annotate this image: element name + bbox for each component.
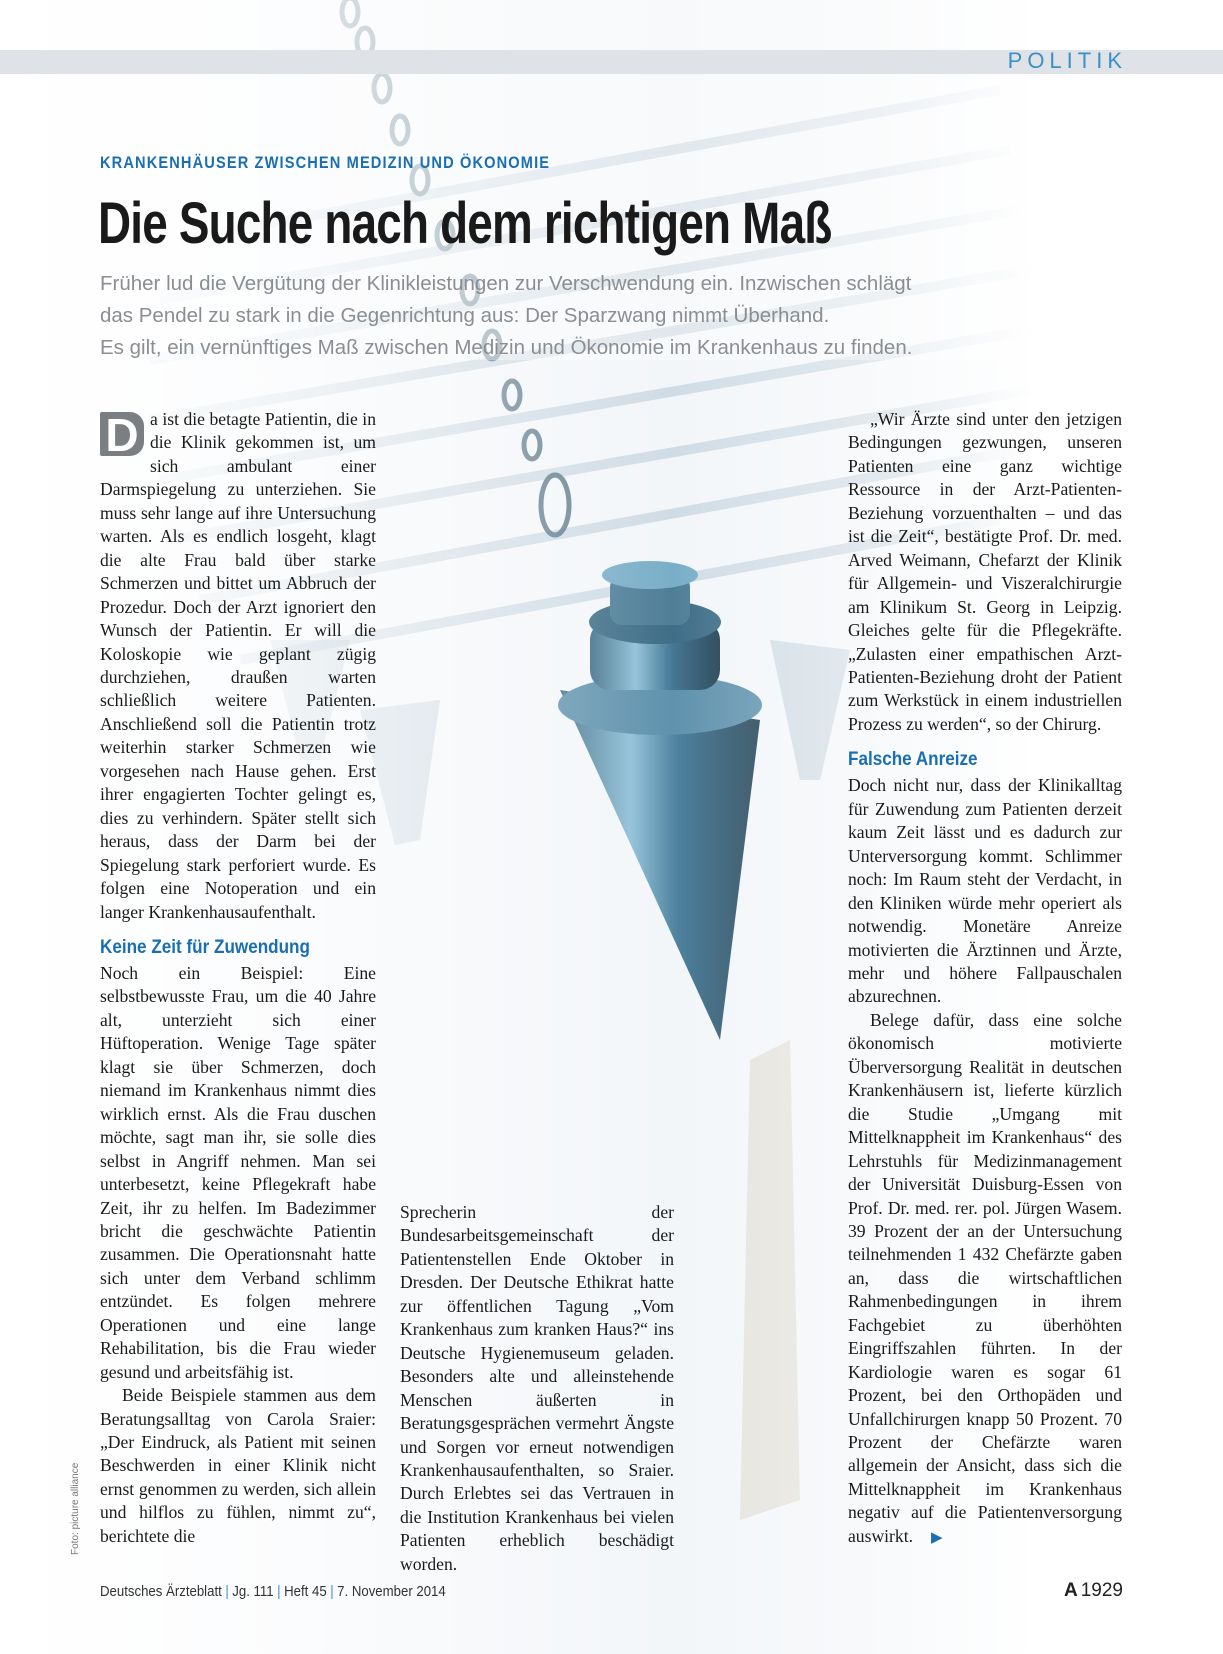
- text-column-3: [848, 408, 1122, 1550]
- paragraph: [100, 408, 376, 924]
- article-headline: Die Suche nach dem richtigen Maß: [98, 191, 832, 256]
- subheading: Keine Zeit für Zuwendung: [100, 936, 310, 958]
- lead-line: Früher lud die Vergütung der Klinikleistungen zur Verschwendung ein. Inzwischen schlägt: [100, 272, 912, 295]
- page-number-value: 1929: [1080, 1580, 1123, 1601]
- paragraph: „Wir Ärzte sind unter den jetzigen Bedingungen gezwungen, unseren Patienten eine ganz wichtige Ressource in der Arzt-Patienten-Beziehung vorzuenthalten – und das ist die Zeit“, bestätigte Prof. Dr. med. Arved Weimann, Chefarzt der Klinik für Allgemein- und Viszeralchirurgie am Klinikum St. Georg in Leipzig. Gleiches gelte für die Pflegekräfte. „Zulasten einer empathischen Arzt-Patienten-Beziehung droht der Patient zum Werkstück in einem industriellen Prozess zu werden“, so der Chirurg.: [848, 409, 1122, 734]
- paragraph: Noch ein Beispiel: Eine selbstbewusste Frau, um die 40 Jahre alt, unterzieht sich einer Hüftoperation. Wenige Tage später klagt sie über Schmerzen, doch niemand im Krankenhaus nimmt dies wirklich ernst. Als die Frau duschen möchte, sagt man ihr, sie solle dies selbst in Angriff nehmen. Man sei unterbesetzt, keine Pflegekraft habe Zeit, ihr zu helfen. Im Badezimmer bricht die geschwächte Patientin zusammen. Die Operationsnaht hatte sich unter dem Verband schlimm entzündet. Es folgen mehrere Operationen und eine lange Rehabilitation, bis die Frau wieder gesund und arbeitsfähig ist.: [100, 962, 376, 1382]
- article-lead: [100, 268, 1030, 364]
- volume: Jg. 111: [232, 1583, 274, 1600]
- journal-name: Deutsches Ärzteblatt: [100, 1583, 222, 1600]
- paragraph: [848, 1009, 1122, 1550]
- article-kicker: KRANKENHÄUSER ZWISCHEN MEDIZIN UND ÖKONOMIE: [100, 153, 551, 172]
- subheading: Falsche Anreize: [848, 749, 978, 771]
- page-prefix: A: [1063, 1580, 1078, 1601]
- separator: |: [330, 1583, 334, 1600]
- text-column-1: [100, 408, 376, 1548]
- triangle-right-icon: ▶: [931, 1529, 943, 1546]
- separator: |: [277, 1583, 281, 1600]
- issue: Heft 45: [284, 1583, 327, 1600]
- paragraph-text: a ist die betagte Patientin, die in die Klinik gekommen ist, um sich ambulant einer Darmspiegelung zu unterziehen. Sie muss sehr lange auf ihre Untersuchung warten. Als es endlich losgeht, klagt die alte Frau bald über starke Schmerzen und bittet um Abbruch der Prozedur. Doch der Arzt ignoriert den Wunsch der Patientin. Er will die Koloskopie wie geplant zügig durchziehen, draußen warten schließlich weitere Patienten. Anschließend soll die Patientin trotz weiterhin starker Schmerzen wie vorgesehen nach Hause gehen. Erst ihrer engagierten Tochter gelingt es, dies zu verhindern. Später stellt sich heraus, dass der Darm bei der Spiegelung stark perforiert wurde. Es folgen eine Notoperation und ein langer Krankenhausaufenthalt.: [100, 409, 376, 922]
- paragraph: Beide Beispiele stammen aus dem Beratungsalltag von Carola Sraier: „Der Eindruck, als Patient mit seinen Beschwerden in einer Klinik nicht ernst genommen zu werden, sich allein und hilflos zu fühlen, nimmt zu“, berichtete die: [100, 1385, 376, 1546]
- issue-date: 7. November 2014: [337, 1583, 446, 1600]
- paragraph-text: Belege dafür, dass eine solche ökonomisch motivierte Überversorgung Realität in deutschen Krankenhäusern ist, lieferte kürzlich die Studie „Umgang mit Mittelknappheit im Krankenhaus“ des Lehrstuhls für Medizinmanagement der Universität Duisburg-Essen von Prof. Dr. med. rer. pol. Jürgen Wasem. 39 Prozent der an der Untersuchung teilnehmenden 1 432 Chefärzte gaben an, dass die wirtschaftlichen Rahmenbedingungen in ihrem Fachgebiet zu überhöhten Eingriffszahlen führten. In der Kardiologie waren es sogar 61 Prozent, bei den Orthopäden und Unfallchirurgen knapp 50 Prozent. 70 Prozent der Chefärzte waren allgemein der Ansicht, dass sich die Mittelknappheit im Krankenhaus negativ auf die Patientenversorgung auswirkt.: [848, 1009, 1122, 1546]
- section-label: POLITIK: [1007, 48, 1127, 73]
- photo-credit: Foto: picture alliance: [70, 1462, 81, 1555]
- drop-cap: D: [100, 412, 144, 456]
- lead-line: das Pendel zu stark in die Gegenrichtung aus: Der Sparzwang nimmt Überhand.: [100, 304, 830, 327]
- separator: |: [225, 1583, 229, 1600]
- paragraph: Sprecherin der Bundesarbeitsgemeinschaft der Patientenstellen Ende Oktober in Dresden. Der Deutsche Ethikrat hatte zur öffentlichen Tagung „Vom Krankenhaus zum kranken Haus?“ ins Deutsche Hygienemuseum geladen. Besonders alte und alleinstehende Menschen äußerten in Beratungsgesprächen vermehrt Ängste und Sorgen vor erneut notwendigen Krankenhausaufenthalten, so Sraier. Durch Erlebtes sei das Vertrauen in die Institution Krankenhaus bei vielen Patienten erheblich beschädigt worden.: [400, 1202, 674, 1574]
- text-column-2: [400, 1201, 674, 1576]
- footer-citation: [100, 1583, 446, 1600]
- paragraph: Doch nicht nur, dass der Klinikalltag für Zuwendung zum Patienten derzeit kaum Zeit lässt und es dadurch zur Unterversorgung kommt. Schlimmer noch: Im Raum steht der Verdacht, in den Kliniken würde mehr operiert als notwendig. Monetäre Anreize motivierten die Ärztinnen und Ärzte, mehr und höhere Fallpauschalen abzurechnen.: [848, 775, 1122, 1007]
- page-number: [1064, 1580, 1123, 1602]
- lead-line: Es gilt, ein vernünftiges Maß zwischen Medizin und Ökonomie im Krankenhaus zu finden.: [100, 336, 913, 359]
